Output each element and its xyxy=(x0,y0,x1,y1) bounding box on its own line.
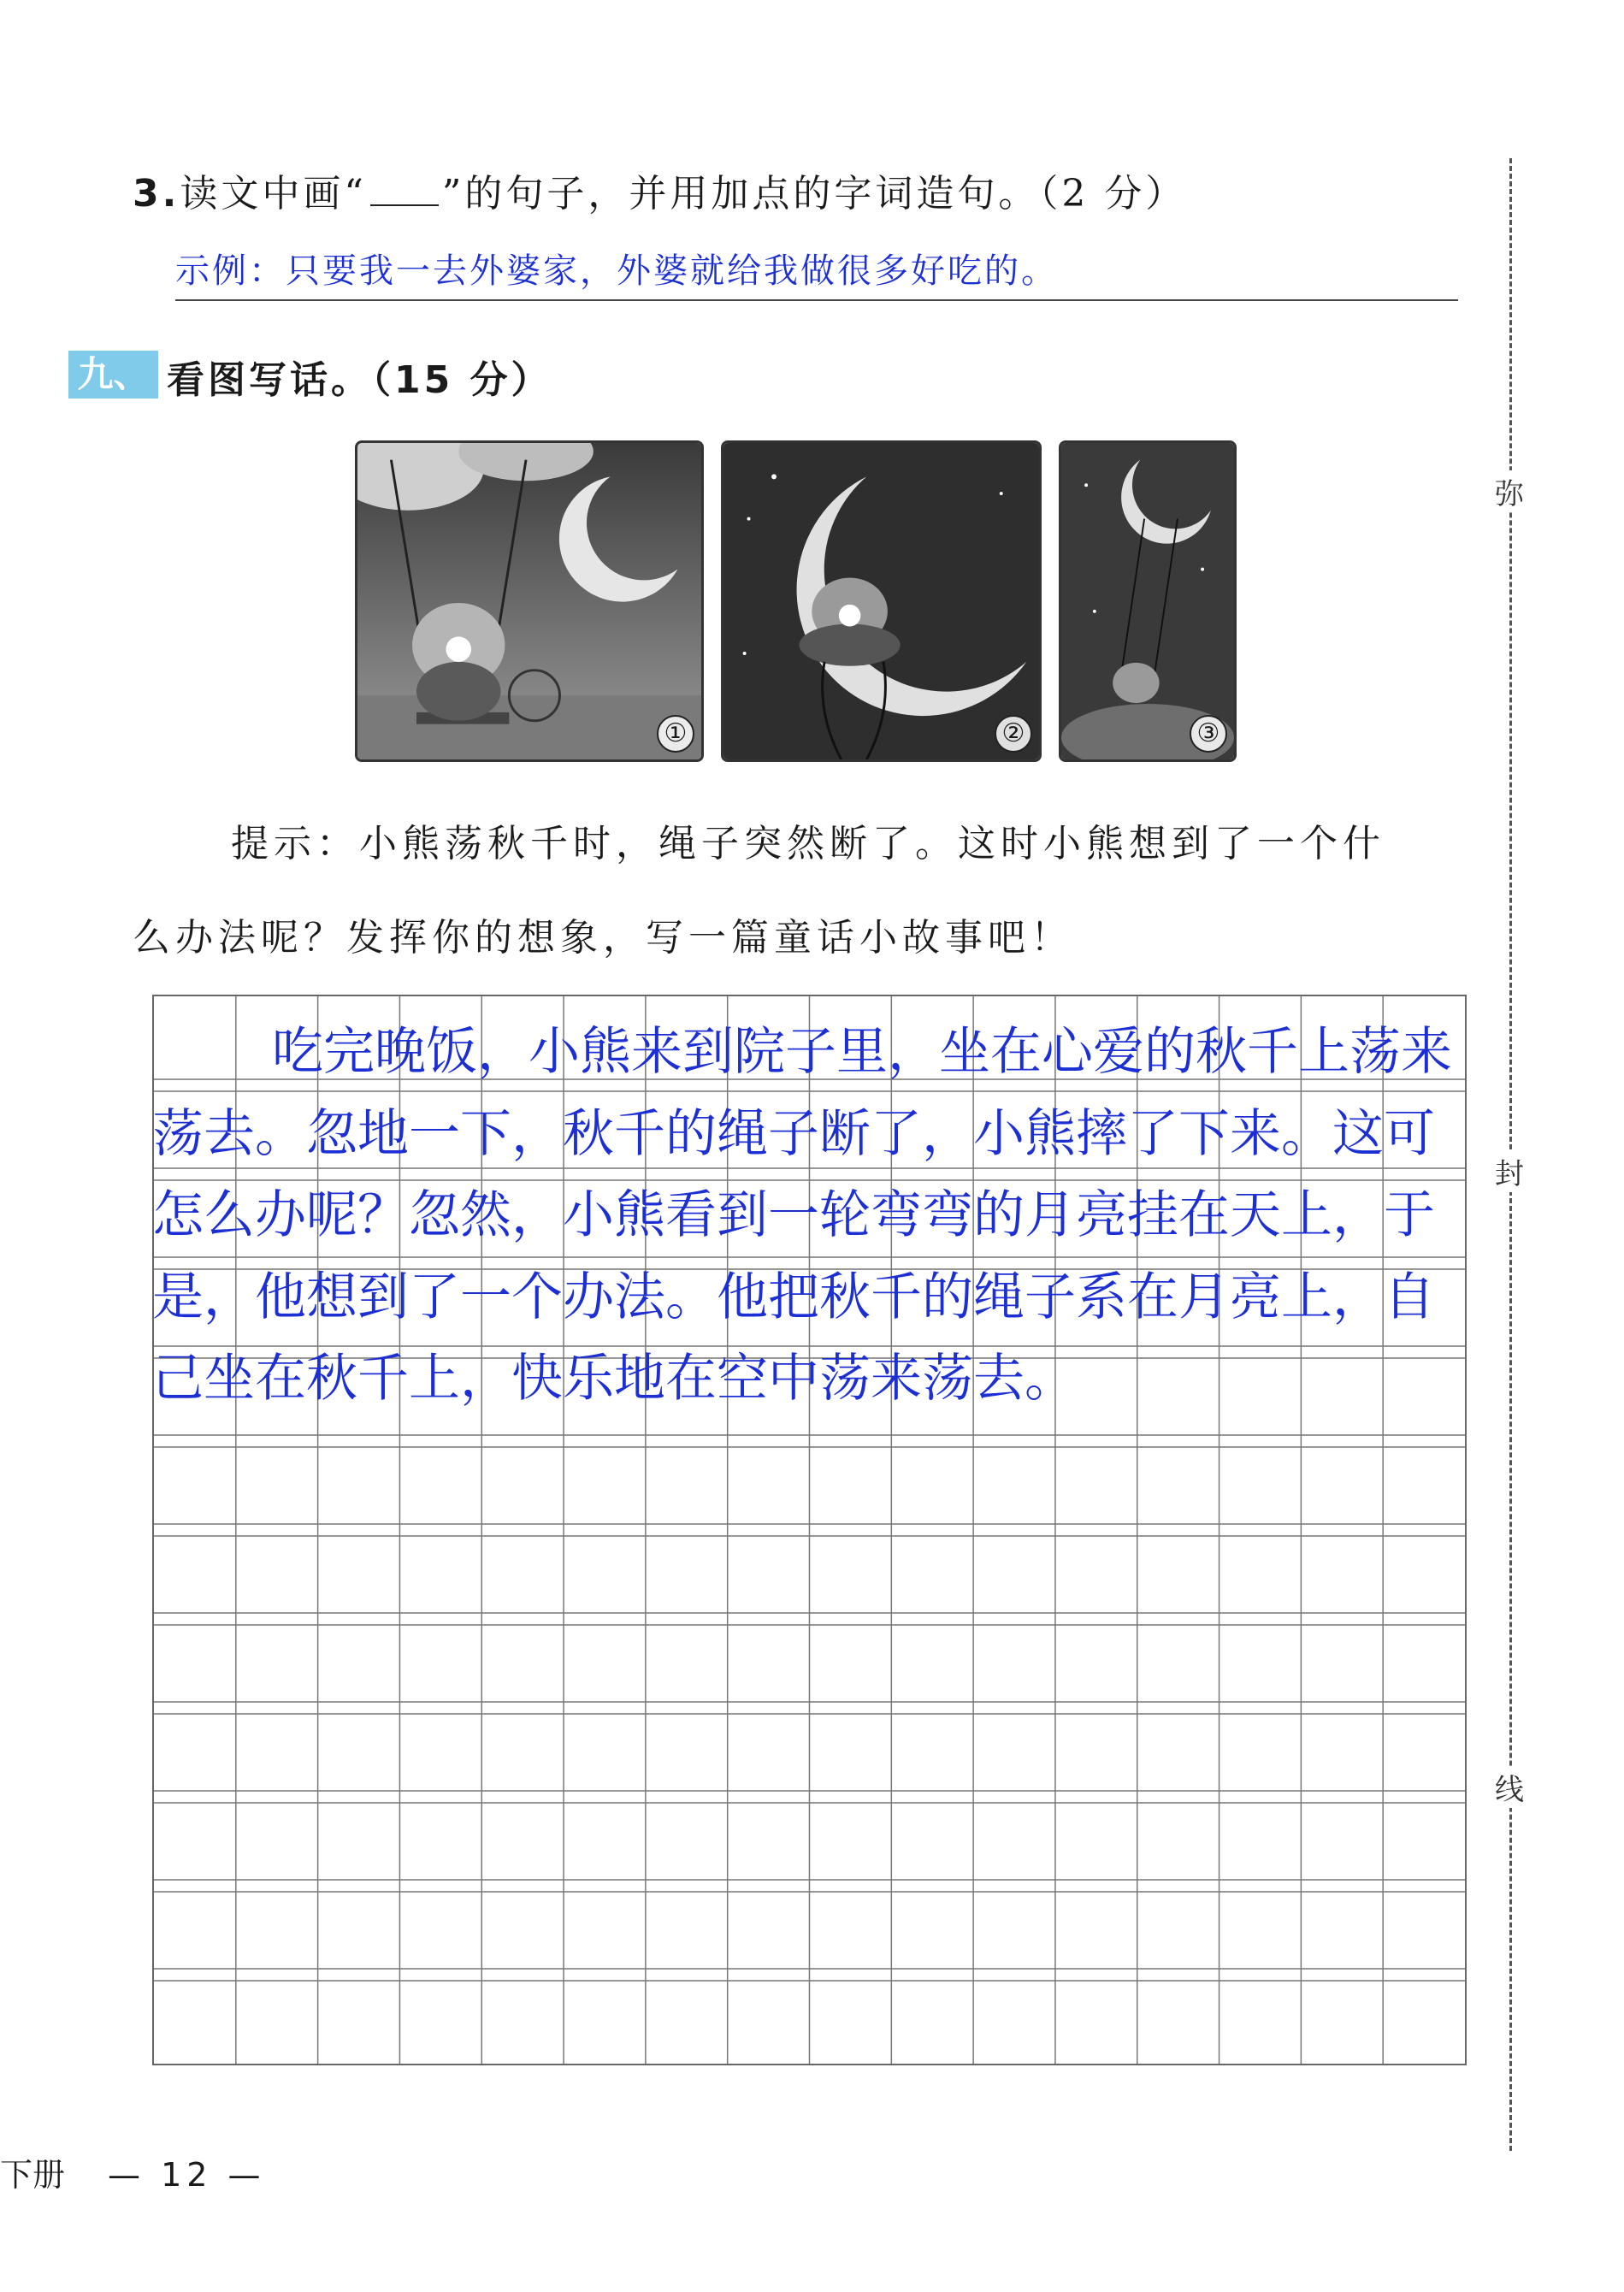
binding-label-1: 弥 xyxy=(1488,470,1531,512)
page-footer xyxy=(0,2148,266,2195)
handwritten-answer xyxy=(152,1012,1467,1421)
bear-swinging-from-moon-illustration xyxy=(1061,443,1234,759)
picture-number-1: ① xyxy=(657,715,694,753)
page-number: — 12 — xyxy=(108,2156,266,2194)
binding-label-2: 封 xyxy=(1488,1150,1531,1192)
bear-swing-illustration xyxy=(357,443,701,759)
question-text-before: 读文中画“ xyxy=(180,172,367,216)
underline-blank xyxy=(370,179,439,206)
picture-panel-3 xyxy=(1059,440,1237,762)
question-text-after: ”的句子，并用加点的字词造句。（2 分） xyxy=(441,172,1187,216)
picture-panel-1 xyxy=(355,440,704,762)
binding-label-3: 线 xyxy=(1488,1766,1531,1808)
picture-number-3: ③ xyxy=(1190,715,1227,753)
question-3-answer: 示例：只要我一去外婆家，外婆就给我做很多好吃的。 xyxy=(175,251,1058,291)
story-text: 吃完晚饭，小熊来到院子里，坐在心爱的秋千上荡来荡去。忽地一下，秋千的绳子断了，小熊摔了下来。这可怎么办呢？忽然，小熊看到一轮弯弯的月亮挂在天上，于是，他想到了一个办法。他把秋千的绳子系在月亮上，自己坐在秋千上，快乐地在空中荡来荡去。 xyxy=(152,1022,1452,1409)
section-badge: 九、 xyxy=(68,351,158,399)
picture-panel-2 xyxy=(721,440,1042,762)
book-volume: 下册 xyxy=(0,2156,66,2194)
hint-line-2: 么办法呢？发挥你的想象，写一篇童话小故事吧！ xyxy=(133,916,1073,960)
section-title: 看图写话。（15 分） xyxy=(167,358,552,402)
question-number: 3. xyxy=(133,172,180,216)
bear-on-moon-illustration xyxy=(723,443,1039,759)
picture-number-2: ② xyxy=(995,715,1032,753)
question-3 xyxy=(133,162,1186,217)
hint-line-1: 提示：小熊荡秋千时，绳子突然断了。这时小熊想到了一个什 xyxy=(231,822,1385,865)
answer-rule xyxy=(175,299,1458,301)
